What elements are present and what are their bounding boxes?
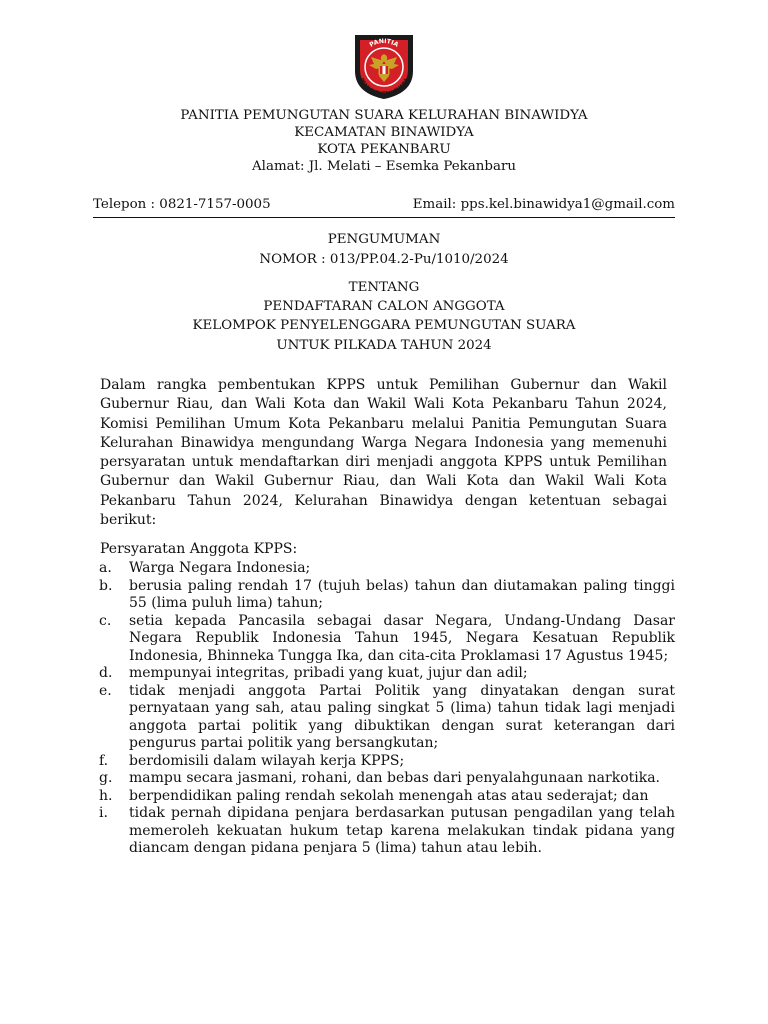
list-marker: a. [99, 560, 112, 576]
list-item [99, 613, 675, 666]
list-item-text: setia kepada Pancasila sebagai dasar Negara, Undang-Undang Dasar Negara Republik Indonesia Tahun 1945, Negara Kesatuan Republik Indonesia, Bhinneka Tungga Ika, dan cita-cita Proklamasi 17 Agustus 1945; [129, 612, 675, 664]
announcement-subject-2: KELOMPOK PENYELENGGARA PEMUNGUTAN SUARA [192, 318, 576, 333]
list-item [99, 805, 675, 858]
list-item-text: mempunyai integritas, pribadi yang kuat, jujur dan adil; [129, 665, 528, 681]
list-item-text: Warga Negara Indonesia; [129, 560, 311, 576]
announcement-about: TENTANG [348, 280, 420, 295]
announcement-subject-3: UNTUK PILKADA TAHUN 2024 [276, 338, 492, 353]
address: Alamat: Jl. Melati – Esemka Pekanbaru [252, 159, 516, 174]
announcement-number: NOMOR : 013/PP.04.2-Pu/1010/2024 [259, 252, 509, 267]
list-item-text: tidak menjadi anggota Partai Politik yang dinyatakan dengan surat pernyataan yang sah, atau paling singkat 5 (lima) tahun tidak lagi menjadi anggota partai politik yang dibuktikan dengan surat keterangan dari pengurus partai politik yang bersangkutan; [129, 682, 675, 751]
requirements-list [99, 560, 675, 858]
list-marker: f. [99, 752, 109, 769]
email-address: Email: pps.kel.binawidya1@gmail.com [412, 197, 675, 212]
intro-paragraph: Dalam rangka pembentukan KPPS untuk Pemilihan Gubernur dan Wakil Gubernur Riau, dan Wali Kota dan Wakil Wali Kota Pekanbaru Tahun 2024, Komisi Pemilihan Umum Kota Pekanbaru melalui Panitia Pemungutan Suara Kelurahan Binawidya mengundang Warga Negara Indonesia yang memenuhi persyaratan untuk mendaftarkan diri menjadi anggota KPPS untuk Pemilihan Gubernur dan Wakil Gubernur Riau, dan Wali Kota dan Wakil Wali Kota Pekanbaru Tahun 2024, Kelurahan Binawidya dengan ketentuan sebagai berikut: [100, 377, 667, 529]
list-item [99, 665, 675, 683]
list-marker: e. [99, 682, 112, 699]
list-item-text: mampu secara jasmani, rohani, dan bebas dari penyalahgunaan narkotika. [129, 770, 661, 786]
requirements-title: Persyaratan Anggota KPPS: [100, 541, 298, 557]
list-marker: d. [99, 665, 113, 681]
district-name: KECAMATAN BINAWIDYA [294, 125, 474, 140]
list-item [99, 560, 675, 578]
list-item-text: tidak pernah dipidana penjara berdasarkan putusan pengadilan yang telah memeroleh kekuatan hukum tetap karena melakukan tindak pidana yang diancam dengan pidana penjara 5 (lima) tahun atau lebih. [129, 805, 675, 856]
org-name: PANITIA PEMUNGUTAN SUARA KELURAHAN BINAWIDYA [180, 108, 588, 123]
kpu-logo [349, 31, 419, 101]
list-marker: i. [99, 805, 108, 821]
list-marker: h. [99, 787, 113, 804]
logo-bottom-text: PEMUNGUTAN SUARA [358, 77, 410, 98]
list-item-text: berusia paling rendah 17 (tujuh belas) tahun dan diutamakan paling tinggi 55 (lima puluh lima) tahun; [129, 577, 675, 611]
logo-top-text: PANITIA [368, 37, 400, 49]
list-item [99, 788, 675, 806]
city-name: KOTA PEKANBARU [317, 142, 451, 157]
list-item [99, 578, 675, 613]
announcement-subject-1: PENDAFTARAN CALON ANGGOTA [263, 299, 505, 314]
list-item [99, 753, 675, 771]
list-item-text: berpendidikan paling rendah sekolah menengah atas atau sederajat; dan [129, 787, 649, 804]
announcement-title: PENGUMUMAN [327, 232, 441, 247]
list-item [99, 770, 675, 788]
header-divider [93, 217, 675, 218]
list-marker: c. [99, 612, 112, 629]
list-item-text: berdomisili dalam wilayah kerja KPPS; [129, 752, 405, 769]
list-marker: g. [99, 770, 113, 786]
phone-number: Telepon : 0821-7157-0005 [93, 197, 271, 212]
list-marker: b. [99, 577, 113, 594]
list-item [99, 683, 675, 753]
